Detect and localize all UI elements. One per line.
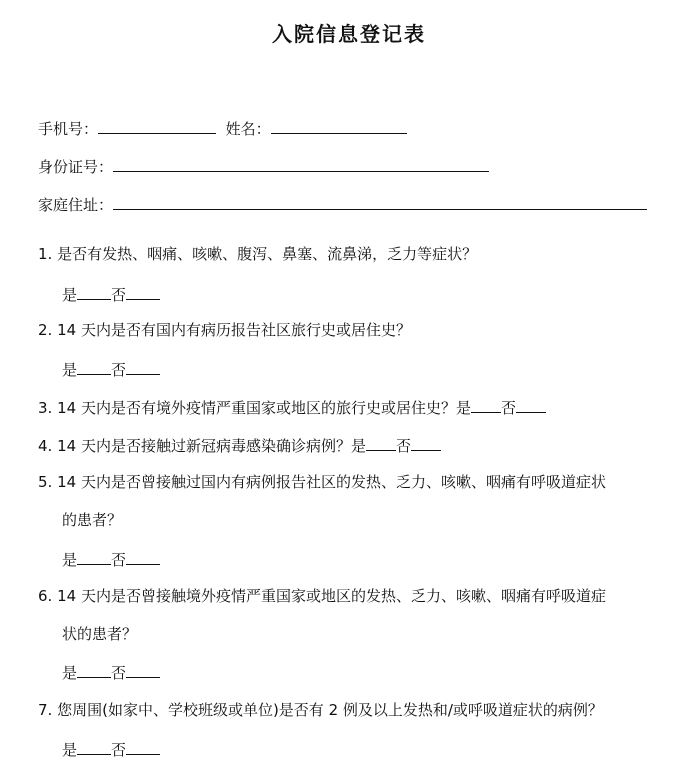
- address-label: 家庭住址：: [38, 196, 114, 214]
- question-7: [38, 700, 603, 720]
- question-3: [38, 396, 546, 418]
- question-2: [38, 320, 411, 340]
- address-row: [38, 193, 647, 215]
- yes-label: 是: [62, 361, 78, 379]
- question-text: 14 天内是否曾接触境外疫情严重国家或地区的发热、乏力、咳嗽、咽痛有呼吸道症: [57, 587, 606, 605]
- id-label: 身份证号：: [38, 158, 114, 176]
- phone-label: 手机号：: [38, 120, 99, 138]
- answer-row-7: [62, 738, 160, 760]
- no-blank[interactable]: [126, 661, 160, 678]
- no-label: 否: [111, 551, 127, 569]
- name-field[interactable]: [271, 117, 407, 134]
- question-text: 14 天内是否接触过新冠病毒感染确诊病例？: [57, 437, 351, 455]
- yes-label: 是: [62, 741, 78, 759]
- question-5: [38, 472, 606, 492]
- no-blank[interactable]: [126, 738, 160, 755]
- no-label: 否: [111, 286, 127, 304]
- question-text-continued: 的患者？: [62, 511, 123, 529]
- yes-label: 是: [455, 399, 471, 417]
- question-number: 1.: [38, 245, 53, 263]
- phone-field[interactable]: [98, 117, 216, 134]
- question-5-continued: [62, 510, 122, 530]
- question-text: 14 天内是否有国内有病历报告社区旅行史或居住史？: [57, 321, 411, 339]
- question-text: 14 天内是否有境外疫情严重国家或地区的旅行史或居住史？: [57, 399, 456, 417]
- answer-row-5: [62, 548, 160, 570]
- answer-row-6: [62, 661, 160, 683]
- answer-row-1: [62, 283, 160, 305]
- page-title: 入院信息登记表: [272, 22, 426, 46]
- question-text-continued: 状的患者？: [62, 625, 138, 643]
- question-text: 您周围(如家中、学校班级或单位)是否有 2 例及以上发热和/或呼吸道症状的病例？: [57, 701, 603, 719]
- address-field[interactable]: [113, 193, 647, 210]
- yes-blank[interactable]: [77, 548, 111, 565]
- no-blank[interactable]: [126, 358, 160, 375]
- no-blank[interactable]: [126, 283, 160, 300]
- no-label: 否: [395, 437, 411, 455]
- yes-blank[interactable]: [471, 396, 501, 413]
- no-blank[interactable]: [126, 548, 160, 565]
- yes-label: 是: [62, 286, 78, 304]
- id-field[interactable]: [113, 155, 489, 172]
- yes-blank[interactable]: [77, 738, 111, 755]
- question-number: 3.: [38, 399, 53, 417]
- question-6: [38, 586, 606, 606]
- question-6-continued: [62, 624, 137, 644]
- phone-name-row: [38, 117, 407, 139]
- yes-blank[interactable]: [77, 661, 111, 678]
- no-blank[interactable]: [516, 396, 546, 413]
- name-label: 姓名：: [225, 120, 271, 138]
- no-blank[interactable]: [411, 434, 441, 451]
- question-number: 6.: [38, 587, 53, 605]
- no-label: 否: [111, 664, 127, 682]
- question-number: 5.: [38, 473, 53, 491]
- question-1: [38, 244, 477, 264]
- yes-blank[interactable]: [366, 434, 396, 451]
- yes-label: 是: [350, 437, 366, 455]
- yes-label: 是: [62, 551, 78, 569]
- no-label: 否: [111, 361, 127, 379]
- question-number: 4.: [38, 437, 53, 455]
- question-text: 14 天内是否曾接触过国内有病例报告社区的发热、乏力、咳嗽、咽痛有呼吸道症状: [57, 473, 606, 491]
- question-4: [38, 434, 441, 456]
- yes-label: 是: [62, 664, 78, 682]
- no-label: 否: [500, 399, 516, 417]
- answer-row-2: [62, 358, 160, 380]
- id-row: [38, 155, 489, 177]
- question-number: 2.: [38, 321, 53, 339]
- question-number: 7.: [38, 701, 53, 719]
- yes-blank[interactable]: [77, 358, 111, 375]
- no-label: 否: [111, 741, 127, 759]
- yes-blank[interactable]: [77, 283, 111, 300]
- question-text: 是否有发热、咽痛、咳嗽、腹泻、鼻塞、流鼻涕，乏力等症状？: [57, 245, 478, 263]
